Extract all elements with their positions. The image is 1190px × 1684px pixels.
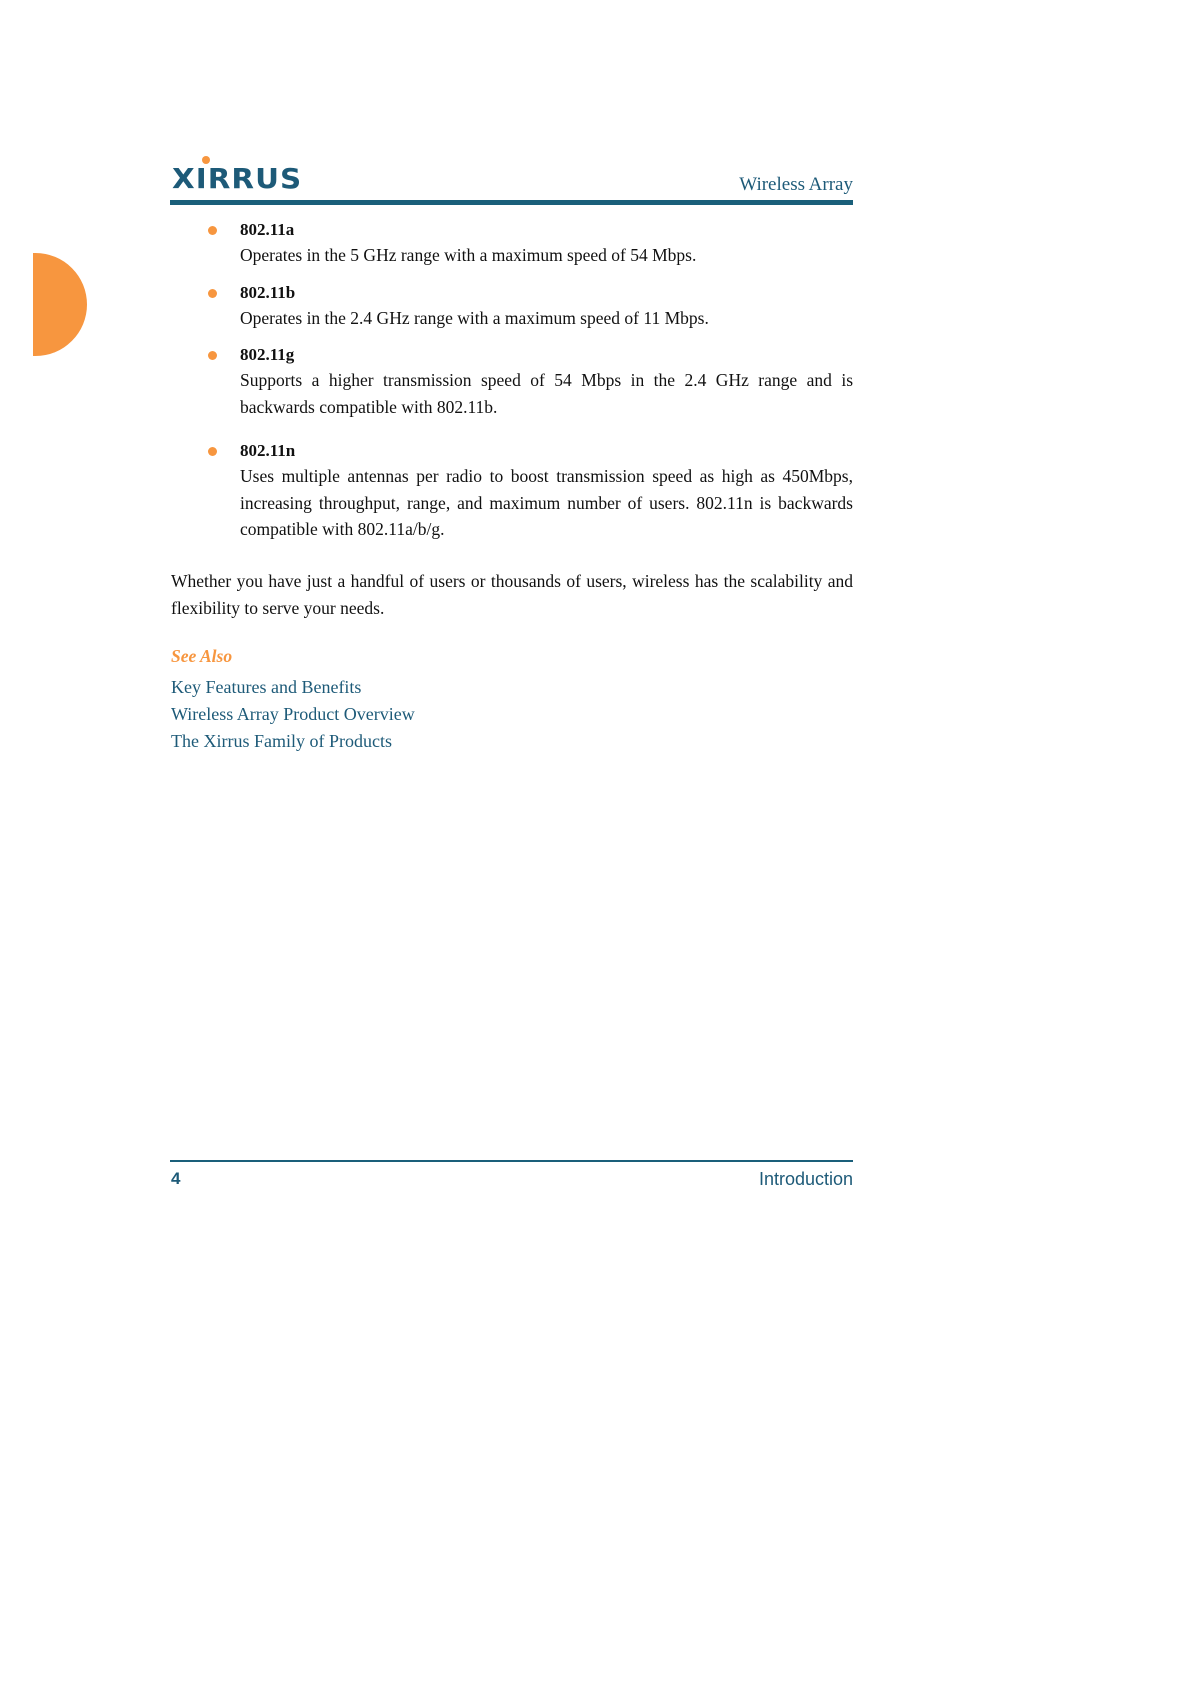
page-number: 4: [171, 1169, 181, 1188]
list-item-description: Supports a higher transmission speed of 54 Mbps in the 2.4 GHz range and is backwards compatible with 802.11b.: [240, 370, 853, 417]
header-title: Wireless Array: [739, 174, 853, 195]
bullet-icon: [208, 289, 217, 298]
list-item-description: Operates in the 5 GHz range with a maximum speed of 54 Mbps.: [240, 245, 697, 265]
list-item: [208, 343, 853, 420]
list-item-term: 802.11n: [240, 441, 296, 460]
bullet-icon: [208, 351, 217, 360]
standards-list: [208, 218, 853, 555]
list-item: [208, 218, 853, 269]
list-item-description: Operates in the 2.4 GHz range with a maximum speed of 11 Mbps.: [240, 307, 709, 328]
bullet-icon: [208, 226, 217, 235]
header-divider: [170, 200, 853, 205]
see-also-link-family-of-products[interactable]: The Xirrus Family of Products: [171, 731, 392, 751]
brand-logo: XIRRUS: [172, 162, 303, 195]
list-item-description: Uses multiple antennas per radio to boost transmission speed as high as 450Mbps, increasing throughput, range, and maximum number of users. 802.11n is backwards compatible with 802.11a/b/g.: [240, 466, 853, 539]
see-also-link-product-overview[interactable]: Wireless Array Product Overview: [171, 704, 415, 724]
see-also-list: [171, 674, 415, 755]
see-also-heading: See Also: [171, 646, 233, 666]
list-item: [208, 281, 853, 332]
bullet-icon: [208, 447, 217, 456]
see-also-link-key-features[interactable]: Key Features and Benefits: [171, 677, 362, 697]
list-item-term: 802.11b: [240, 282, 296, 302]
list-item-term: 802.11g: [240, 345, 295, 364]
list-item-term: 802.11a: [240, 220, 295, 239]
list-item: [208, 439, 853, 543]
footer-section-title: Introduction: [758, 1169, 853, 1189]
chapter-tab-marker: [33, 253, 87, 356]
page-header: [170, 150, 853, 206]
footer-divider: [170, 1160, 853, 1162]
body-paragraph: Whether you have just a handful of users or thousands of users, wireless has the scalability and flexibility to serve your needs.: [171, 571, 853, 618]
